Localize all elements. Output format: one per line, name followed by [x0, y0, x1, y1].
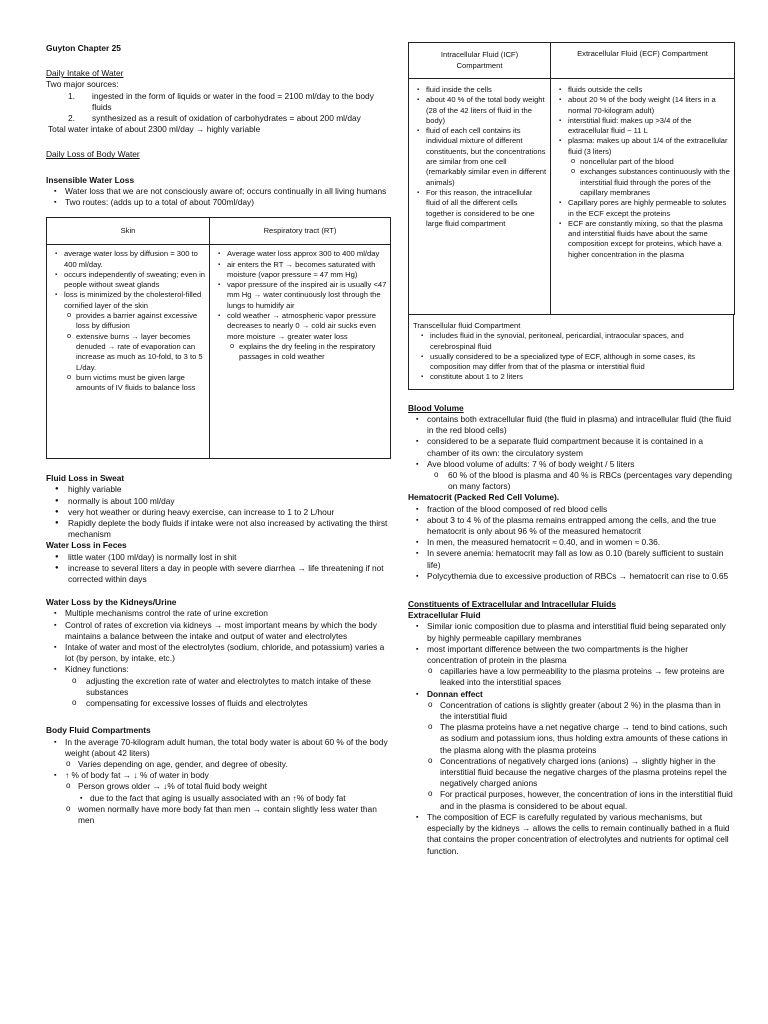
list-item: ● little water (100 ml/day) is normally lost in shit [46, 552, 390, 563]
list-item: o The plasma proteins have a net negative charge → tend to bind cations, such as sodium and potassium ions, thus holding extra amounts of these cations in the plasma along with the plasma proteins [408, 722, 734, 756]
list-item: ▪ plasma: makes up about 1/4 of the extracellular fluid (3 liters) [551, 136, 731, 157]
insensible-list [46, 186, 390, 208]
list-item: ▪ fluid inside the cells [409, 85, 547, 95]
list-item: 2. synthesized as a result of oxidation of carbohydrates = about 200 ml/day [68, 113, 361, 124]
list-item: ▪ cold weather → atmospheric vapor pressure decreases to nearly 0 → cold air sucks even more moisture → greater water loss [210, 311, 387, 342]
list-item: ▪ about 40 % of the total body weight (28 of the 42 liters of fluid in the body) [409, 95, 547, 126]
list-item: ▪ vapor pressure of the inspired air is usually <47 mm Hg → water continuously lost through the lungs to humidify air [210, 280, 387, 311]
page-title: Guyton Chapter 25 [46, 43, 121, 53]
list-item: ▪ usually considered to be a specialized type of ECF, although in some cases, its composition may differ from that of the plasma or interstitial fluid [413, 352, 727, 373]
table-cell-rt [210, 245, 391, 459]
list-item: ▪ fluids outside the cells [551, 85, 731, 95]
intake-heading: Daily Intake of Water [46, 68, 124, 79]
compartments-sub-sub-list [46, 793, 390, 804]
kidney-sub-list [46, 676, 390, 710]
sweat-heading: Fluid Loss in Sweat [46, 473, 125, 484]
list-item: ● very hot weather or during heavy exercise, can increase to 1 to 2 L/hour [46, 507, 390, 518]
hematocrit-heading: Hematocrit (Packed Red Cell Volume). [408, 492, 560, 503]
list-item: o noncellular part of the blood [551, 157, 731, 167]
constituents-heading: Constituents of Extracellular and Intracellular Fluids [408, 599, 617, 610]
constituents-sub-list [408, 666, 734, 688]
compartments-heading: Body Fluid Compartments [46, 725, 151, 736]
list-item: ▪ average water loss by diffusion = 300 to 400 ml/day. [47, 249, 206, 270]
feces-list [46, 552, 390, 586]
list-item: ▪ interstitial fluid: makes up >3/4 of the extracellular fluid ~ 11 L [551, 116, 731, 137]
transcellular-list [413, 331, 727, 382]
list-item: ▪ fraction of the blood composed of red blood cells [408, 504, 734, 515]
right-column [408, 0, 734, 857]
blood-list [408, 414, 734, 470]
list-item: ▪ In severe anemia: hematocrit may fall as low as 0.10 (barely sufficient to sustain life) [408, 548, 734, 570]
sweat-list [46, 484, 390, 540]
loss-heading: Daily Loss of Body Water [46, 149, 140, 160]
table-header-icf: Intracellular Fluid (ICF) Compartment [409, 43, 551, 79]
list-item: ● highly variable [46, 484, 390, 495]
list-item: ● Rapidly deplete the body fluids if intake were not also increased by activating the thirst mechanism [46, 518, 390, 540]
list-item: ▪ occurs independently of sweating; even in people without sweat glands [47, 270, 206, 291]
list-item: ▪ Ave blood volume of adults: 7 % of body weight / 5 liters [408, 459, 734, 470]
donnan-list [408, 689, 734, 700]
list-item: o extensive burns → layer becomes denuded → rate of evaporation can increase as much as 10-fold, to 3 to 5 L/day. [47, 332, 206, 373]
list-item: ▪ Polycythemia due to excessive production of RBCs → hematocrit can rise to 0.65 [408, 571, 734, 582]
table-header-skin: Skin [47, 218, 210, 245]
list-item: ▪ air enters the RT → becomes saturated with moisture (vapor pressure ≈ 47 mm Hg) [210, 260, 387, 281]
list-item: o adjusting the excretion rate of water and electrolytes to match intake of these substances [46, 676, 390, 698]
list-item: 1. ingested in the form of liquids or water in the food = 2100 ml/day to the body fluids [68, 90, 374, 112]
ecf-subheading: Extracellular Fluid [408, 610, 481, 621]
intake-total: Total water intake of about 2300 ml/day → highly variable [48, 124, 261, 135]
list-item: ▪ constitute about 1 to 2 liters [413, 372, 727, 382]
list-item: o women normally have more body fat than men → contain slightly less water than men [46, 804, 390, 826]
list-item: o burn victims must be given large amounts of IV fluids to balance loss [47, 373, 206, 394]
constituents-list [408, 621, 734, 666]
list-item: o capillaries have a low permeability to the plasma proteins → few proteins are leaked into the interstitial spaces [408, 666, 734, 688]
list-item: ▪ For this reason, the intracellular fluid of all the different cells together is considered to be one large fluid compartment [409, 188, 547, 229]
hematocrit-list [408, 504, 734, 582]
list-item: ▪ fluid of each cell contains its individual mixture of different constituents, but the concentrations are similar from one cell (remarkably similar even in different animals) [409, 126, 547, 188]
list-item: ▪ most important difference between the two compartments is the higher concentration of protein in the plasma [408, 644, 734, 666]
compartments-list-2 [46, 770, 390, 781]
list-item: o 60 % of the blood is plasma and 40 % is RBCs (percentages vary depending on many factors) [408, 470, 734, 492]
donnan-heading: ▪ Donnan effect [408, 689, 734, 700]
list-item: o compensating for excessive losses of fluids and electrolytes [46, 698, 390, 709]
list-item: o Person grows older → ↓% of total fluid body weight [46, 781, 390, 792]
blood-heading: Blood Volume [408, 402, 464, 413]
blood-sub-list [408, 470, 734, 492]
list-item: ▪ Multiple mechanisms control the rate of urine excretion [46, 608, 390, 619]
list-item: ▪ Kidney functions: [46, 664, 390, 675]
list-item: ▪ loss is minimized by the cholesterol-filled cornified layer of the skin [47, 290, 206, 311]
insensible-table [46, 217, 391, 459]
list-item: ▪ about 3 to 4 % of the plasma remains entrapped among the cells, and the true hematocrit is only about 96 % of the measured hematocrit [408, 515, 734, 537]
list-item: ● normally is about 100 ml/day [46, 496, 390, 507]
compartment-table [408, 42, 735, 315]
table-header-rt: Respiratory tract (RT) [210, 218, 391, 245]
kidney-heading: Water Loss by the Kidneys/Urine [46, 597, 177, 608]
compartments-sub-list-3 [46, 804, 390, 826]
compartments-list [46, 737, 390, 759]
list-item: ▪ includes fluid in the synovial, peritoneal, pericardial, intraocular spaces, and cerebrospinal fluid [413, 331, 727, 352]
list-item: o For practical purposes, however, the concentration of ions in the interstitial fluid and in the plasma is considered to be about equal. [408, 789, 734, 811]
transcellular-title: Transcellular fluid Compartment [413, 321, 521, 330]
constituents-final-list [408, 812, 734, 857]
list-item: o explains the dry feeling in the respiratory passages in cold weather [210, 342, 387, 363]
list-item: ▪ Similar ionic composition due to plasma and interstitial fluid being separated only by highly permeable capillary membranes [408, 621, 734, 643]
list-item: ▪ ↑ % of body fat → ↓ % of water in body [46, 770, 390, 781]
list-item: ▪ Intake of water and most of the electrolytes (sodium, chloride, and potassium) varies a lot (by person, by intake, etc.) [46, 642, 390, 664]
list-item: ▪ contains both extracellular fluid (the fluid in plasma) and intracellular fluid (the fluid in the red blood cells) [408, 414, 734, 436]
intake-intro: Two major sources: [46, 79, 119, 90]
kidney-list [46, 608, 390, 675]
list-item: ▪ In men, the measured hematocrit ≈ 0.40, and in women ≈ 0.36. [408, 537, 734, 548]
transcellular-box [408, 315, 734, 390]
compartments-sub-list-2 [46, 781, 390, 792]
compartments-sub-list [46, 759, 390, 770]
list-item: o Varies depending on age, gender, and degree of obesity. [46, 759, 390, 770]
list-item: o exchanges substances continuously with the interstitial fluid through the pores of the capillary membranes [551, 167, 731, 198]
donnan-sub-list [408, 700, 734, 812]
feces-heading: Water Loss in Feces [46, 540, 127, 551]
list-item: o Concentrations of negatively charged ions (anions) → slightly higher in the interstitial fluid because the negative charges of the plasma proteins repel the negatively charged anions [408, 756, 734, 790]
list-item: ▪ due to the fact that aging is usually associated with an ↑% of body fat [46, 793, 390, 804]
insensible-heading: Insensible Water Loss [46, 174, 135, 185]
list-item: ▪ Control of rates of excretion via kidneys → most important means by which the body maintains a balance between the intake and output of water and electrolytes [46, 620, 390, 642]
list-item: ▪ Capillary pores are highly permeable to solutes in the ECF except the proteins [551, 198, 731, 219]
list-item: ▪ considered to be a separate fluid compartment because it is contained in a chamber of its own: the circulatory system [408, 436, 734, 458]
list-item: ▪ The composition of ECF is carefully regulated by various mechanisms, but especially by the kidneys → allows the cells to remain continually bathed in a fluid that contains the proper concentration of electrolytes and nutrients for optimal cell function. [408, 812, 734, 857]
left-column [46, 0, 390, 826]
list-item: ● increase to several liters a day in people with severe diarrhea → life threatening if not corrected within days [46, 563, 390, 585]
list-item: o provides a barrier against excessive loss by diffusion [47, 311, 206, 332]
list-item: ▪ In the average 70-kilogram adult human, the total body water is about 60 % of the body weight (about 42 liters) [46, 737, 390, 759]
list-item: o Concentration of cations is slightly greater (about 2 %) in the plasma than in the interstitial fluid [408, 700, 734, 722]
list-item: ▪ Two routes: (adds up to a total of about 700ml/day) [46, 197, 390, 208]
list-item: ▪ Water loss that we are not consciously aware of; occurs continually in all living humans [46, 186, 390, 197]
intake-list [46, 91, 390, 125]
table-cell-ecf [551, 79, 735, 315]
table-cell-icf [409, 79, 551, 315]
table-header-ecf: Extracellular Fluid (ECF) Compartment [551, 43, 735, 79]
list-item: ▪ Average water loss approx 300 to 400 ml/day [210, 249, 387, 259]
list-item: ▪ ECF are constantly mixing, so that the plasma and interstitial fluids have about the same composition except for proteins, which have a higher concentration in the plasma [551, 219, 731, 260]
table-cell-skin [47, 245, 210, 459]
list-item: ▪ about 20 % of the body weight (14 liters in a normal 70-kilogram adult) [551, 95, 731, 116]
